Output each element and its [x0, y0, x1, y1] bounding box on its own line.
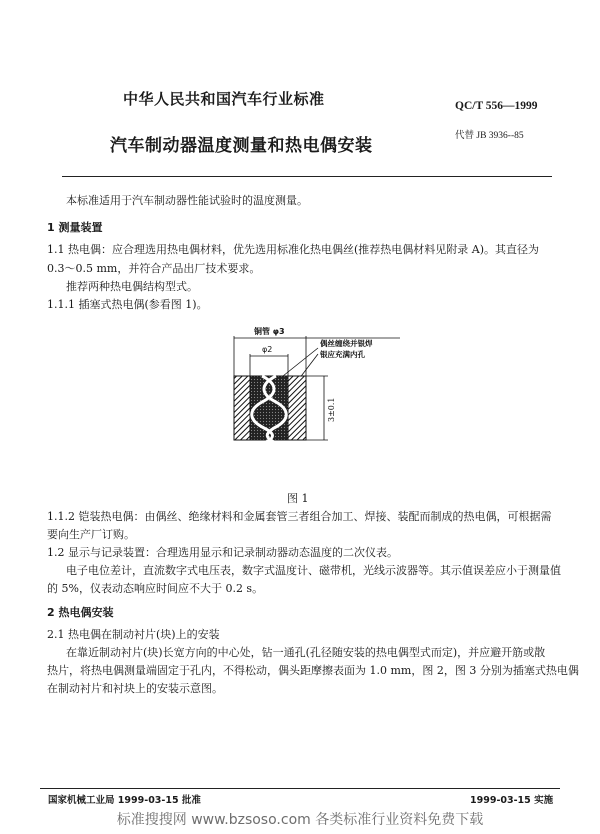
replaces-standard: 代替 JB 3936--85 — [455, 131, 524, 141]
figure-label-outer: 铜管 φ3 — [254, 327, 285, 336]
clause-1-1-1: 1.1.1 插塞式热电偶(参看图 1)。 — [47, 298, 208, 311]
clause-2-1-line-3: 热片，将热电偶测量端固定于孔内，不得松动，偶头距摩擦表面为 1.0 mm，图 2，图 3 分别为插塞式热电偶 — [47, 664, 579, 677]
issuing-organization: 中华人民共和国汽车行业标准 — [123, 90, 325, 108]
clause-1-1-2-line-1: 1.1.2 铠装热电偶：由偶丝、绝缘材料和金属套管三者组合加工、焊接、装配而制成的热电偶，可根据需 — [47, 510, 552, 523]
figure-label-inner: φ2 — [262, 345, 273, 354]
clause-1-2-line-2: 电子电位差计，直流数字式电压表，数字式温度计、磁带机，光线示波器等。其示值误差应小于测量值 — [66, 564, 561, 577]
clause-2-1-line-1: 2.1 热电偶在制动衬片(块)上的安装 — [47, 628, 220, 641]
clause-1-2-line-3: 的 5%，仪表动态响应时间应不大于 0.2 s。 — [47, 582, 264, 595]
clause-1-1-line-2: 0.3～0.5 mm，并符合产品出厂技术要求。 — [47, 262, 261, 275]
document-title: 汽车制动器温度测量和热电偶安装 — [110, 136, 373, 156]
footer-rule — [40, 788, 560, 789]
figure-1-caption: 图 1 — [287, 492, 309, 505]
figure-label-wire: 偶丝缠绕并银焊 — [320, 339, 373, 348]
figure-label-fill: 银应充满内孔 — [320, 350, 365, 359]
figure-1-plug-thermocouple — [220, 324, 420, 480]
clause-2-1-line-4: 在制动衬片和衬块上的安装示意图。 — [47, 682, 223, 695]
clause-2-1-line-2: 在靠近制动衬片(块)长宽方向的中心处，钻一通孔(孔径随安装的热电偶型式而定)，并应避开筋或散 — [66, 646, 546, 659]
intro-paragraph: 本标准适用于汽车制动器性能试验时的温度测量。 — [66, 194, 308, 207]
effective-date: 1999-03-15 实施 — [470, 795, 554, 806]
site-watermark: 标准搜搜网 www.bzsoso.com 各类标准行业资料免费下载 — [116, 812, 484, 828]
section-2-heading: 2 热电偶安装 — [47, 606, 114, 619]
clause-1-1-line-3: 推荐两种热电偶结构型式。 — [66, 280, 198, 293]
approval-statement: 国家机械工业局 1999-03-15 批准 — [48, 795, 201, 806]
figure-label-dimension: 3±0.1 — [327, 397, 336, 422]
clause-1-2-line-1: 1.2 显示与记录装置：合理选用显示和记录制动器动态温度的二次仪表。 — [47, 546, 398, 559]
clause-1-1-2-line-2: 要向生产厂订购。 — [47, 528, 135, 541]
standard-number: QC/T 556—1999 — [455, 100, 538, 112]
header-rule — [62, 176, 552, 177]
section-1-heading: 1 测量装置 — [47, 221, 103, 234]
clause-1-1-line-1: 1.1 热电偶：应合理选用热电偶材料，优先选用标准化热电偶丝(推荐热电偶材料见附录 A)。其直径为 — [47, 243, 540, 256]
